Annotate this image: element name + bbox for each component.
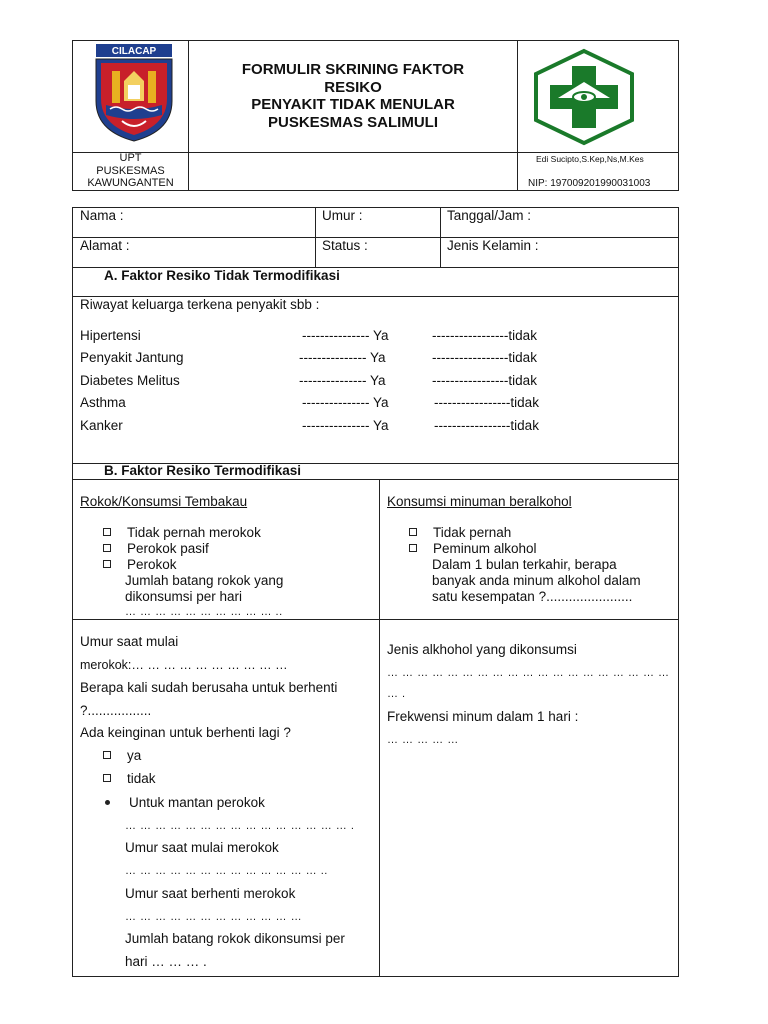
smoking-option: [103, 525, 261, 540]
checkbox[interactable]: [103, 774, 111, 782]
status-label: Status :: [322, 238, 368, 253]
smoking-option-label: Perokok: [127, 557, 177, 572]
former-age-stop: Umur saat berhenti merokok: [125, 886, 296, 901]
checkbox[interactable]: [103, 560, 111, 568]
signer-nip: NIP: 197009201990031003: [528, 178, 651, 189]
checkbox[interactable]: [409, 528, 417, 536]
cilacap-logo: [90, 43, 178, 143]
former-age-start: Umur saat mulai merokok: [125, 840, 279, 855]
alcohol-freq-label: Frekwensi minum dalam 1 hari :: [387, 709, 579, 724]
start-age-label: Umur saat mulai: [80, 634, 179, 649]
checkbox[interactable]: [103, 544, 111, 552]
nama-label: Nama :: [80, 208, 124, 223]
family-history-intro: Riwayat keluarga terkena penyakit sbb :: [80, 297, 320, 312]
alcohol-option: [409, 525, 511, 540]
quit-again-option: [103, 771, 156, 786]
alcohol-subline: Dalam 1 bulan terkahir, berapa: [432, 557, 617, 572]
bullet-icon: [105, 800, 110, 805]
disease-tidak: -----------------tidak: [434, 395, 539, 410]
col-line: [440, 207, 441, 268]
disease-ya: --------------- Ya: [302, 395, 389, 410]
unit-name: [73, 152, 188, 190]
disease-ya: --------------- Ya: [299, 350, 386, 365]
former-count-line: Jumlah batang rokok dikonsumsi per: [125, 931, 345, 946]
title-line: PENYAKIT TIDAK MENULAR: [251, 96, 455, 113]
start-age-value: merokok:… … … … … … … … … …: [80, 658, 288, 672]
quit-attempts-question: Berapa kali sudah berusaha untuk berhenti: [80, 680, 338, 695]
col-line: [315, 207, 316, 268]
disease-tidak: -----------------tidak: [432, 350, 537, 365]
quit-again-question: Ada keinginan untuk berhenti lagi ?: [80, 725, 291, 740]
alcohol-heading: Konsumsi minuman beralkohol: [387, 494, 572, 509]
disease-ya: --------------- Ya: [302, 328, 389, 343]
disease-name: Hipertensi: [80, 328, 141, 343]
alcohol-freq-dots: … … … … …: [387, 734, 459, 746]
quit-again-option-label: tidak: [127, 771, 156, 786]
smoking-subline: dikonsumsi per hari: [125, 589, 243, 604]
form-title: [189, 61, 517, 131]
title-line: FORMULIR SKRINING FAKTOR: [241, 61, 465, 78]
disease-tidak: -----------------tidak: [432, 328, 537, 343]
former-smoker-item: [103, 795, 265, 810]
former-dots: … … … … … … … … … … … …: [125, 911, 303, 923]
disease-ya: --------------- Ya: [302, 418, 389, 433]
jenis-kelamin-label: Jenis Kelamin :: [447, 238, 539, 253]
former-dots: … … … … … … … … … … … … … ..: [125, 865, 328, 877]
former-dots: … … … … … … … … … … … … … … … .: [125, 820, 355, 832]
unit-line: UPT: [119, 152, 142, 164]
puskesmas-emblem: [532, 48, 636, 146]
alamat-label: Alamat :: [80, 238, 130, 253]
disease-name: Asthma: [80, 395, 126, 410]
header-divider-v2: [517, 40, 518, 191]
title-line: RESIKO: [324, 78, 382, 96]
alcohol-option-label: Peminum alkohol: [433, 541, 537, 556]
checkbox[interactable]: [103, 751, 111, 759]
disease-name: Kanker: [80, 418, 123, 433]
row-line: [72, 619, 679, 620]
tanggal-label: Tanggal/Jam :: [447, 208, 532, 223]
smoking-heading: Rokok/Konsumsi Tembakau: [80, 494, 248, 509]
quit-again-option-label: ya: [127, 748, 142, 763]
disease-name: Diabetes Melitus: [80, 373, 180, 388]
former-smoker-label: Untuk mantan perokok: [129, 795, 265, 810]
smoking-option: [103, 557, 177, 572]
smoking-subline: Jumlah batang rokok yang: [125, 573, 284, 588]
row-line: [72, 479, 679, 480]
disease-tidak: -----------------tidak: [432, 373, 537, 388]
checkbox[interactable]: [103, 528, 111, 536]
row-line: [72, 237, 679, 238]
umur-label: Umur :: [322, 208, 363, 223]
former-count-line: hari … … … .: [125, 954, 207, 969]
disease-name: Penyakit Jantung: [80, 350, 184, 365]
signer-name: Edi Sucipto,S.Kep,Ns,M.Kes: [536, 154, 644, 164]
col-line: [379, 479, 380, 977]
smoking-option-label: Tidak pernah merokok: [127, 525, 261, 540]
alcohol-option-label: Tidak pernah: [433, 525, 512, 540]
alcohol-type-dots: … … … … … … … … … … … … … … … … … … …: [387, 667, 670, 679]
unit-line: KAWUNGANTEN: [87, 177, 174, 189]
quit-attempts-answer: ?.................: [80, 703, 152, 718]
quit-again-option: [103, 748, 141, 763]
section-b-title: B. Faktor Resiko Termodifikasi: [104, 463, 302, 478]
section-a-title: A. Faktor Resiko Tidak Termodifikasi: [104, 268, 340, 283]
disease-ya: --------------- Ya: [299, 373, 386, 388]
alcohol-subline: banyak anda minum alkohol dalam: [432, 573, 641, 588]
smoking-count-dots: … … … … … … … … … … ..: [125, 606, 283, 618]
checkbox[interactable]: [409, 544, 417, 552]
disease-tidak: -----------------tidak: [434, 418, 539, 433]
alcohol-option: [409, 541, 537, 556]
smoking-option: [103, 541, 209, 556]
smoking-option-label: Perokok pasif: [127, 541, 209, 556]
alcohol-type-dots: … .: [387, 688, 406, 700]
unit-line: PUSKESMAS: [96, 164, 165, 177]
alcohol-type-label: Jenis alkhohol yang dikonsumsi: [387, 642, 577, 657]
title-line: PUSKESMAS SALIMULI: [267, 113, 438, 131]
alcohol-subline: satu kesempatan ?.......................: [432, 589, 633, 604]
cilacap-logo-text: CILACAP: [111, 46, 157, 57]
